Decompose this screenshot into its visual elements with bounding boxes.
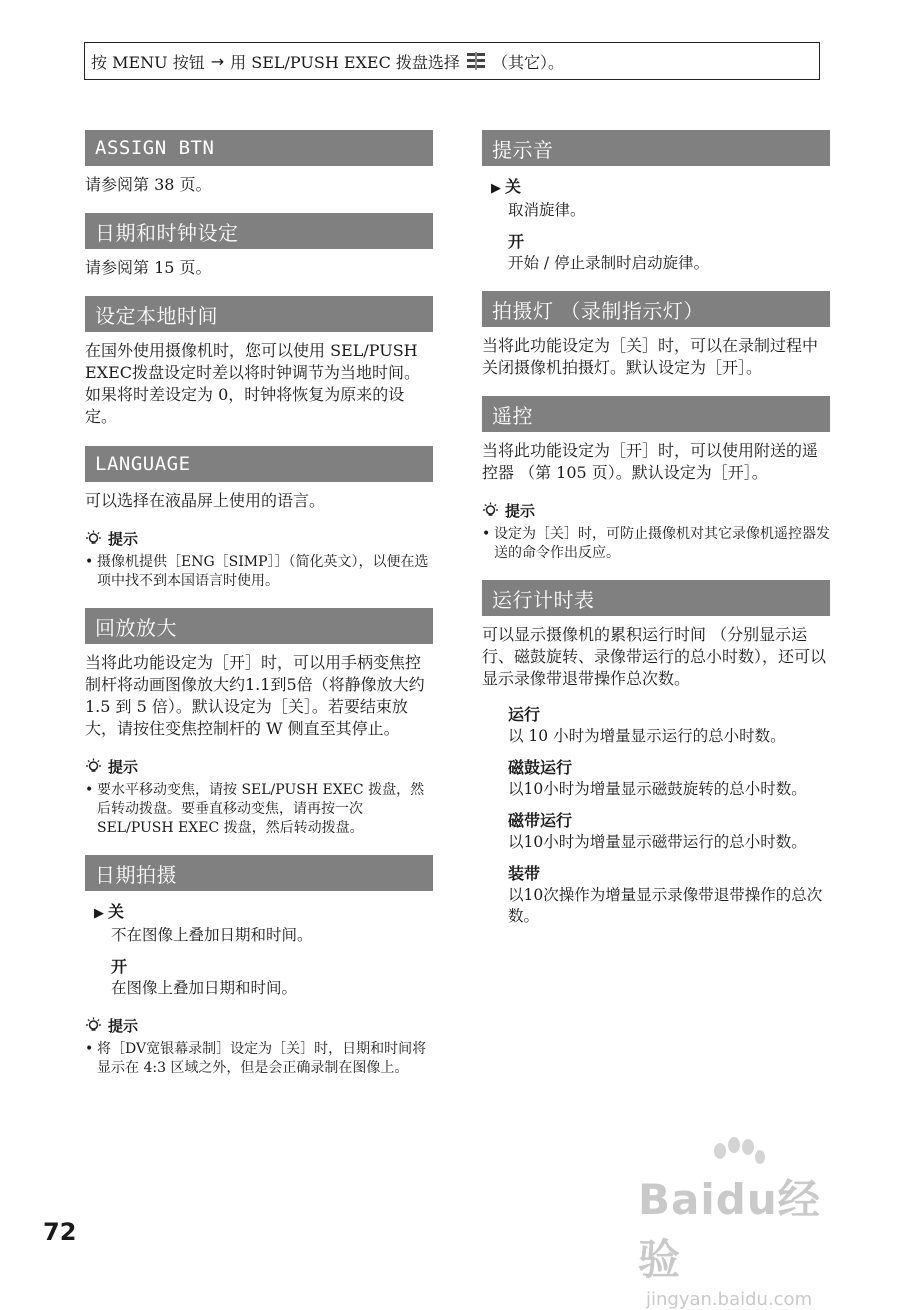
paw-logo-icon <box>708 1137 768 1177</box>
nav-prefix: 按 MENU 按钮 <box>91 52 205 72</box>
section-title-rec-lamp: 拍摄灯 （录制指示灯） <box>482 291 830 327</box>
option-tape-run <box>508 810 830 853</box>
nav-suffix: （其它）。 <box>491 52 564 72</box>
lightbulb-icon <box>85 1017 102 1034</box>
option-on <box>111 956 433 999</box>
rec-lamp-text: 当将此功能设定为［关］时，可以在录制过程中关闭摄像机拍摄灯。默认设定为［开］。 <box>482 336 819 377</box>
section-title-date-time: 日期和时钟设定 <box>85 213 433 249</box>
option-label: 运行 <box>508 705 541 724</box>
section-title-playback-zoom: 回放放大 <box>85 608 433 644</box>
tip-label: 提示 <box>505 502 536 520</box>
lightbulb-icon <box>482 502 499 519</box>
option-label: 磁带运行 <box>508 811 573 830</box>
lightbulb-icon <box>85 758 102 775</box>
language-tip-text: • 摄像机提供［ENG［SIMP］］（简化英文），以便在选项中找不到本国语言时使用。 <box>85 553 433 591</box>
option-description: 以 10 小时为增量显示运行的总小时数。 <box>508 727 786 745</box>
hours-meter-text: 可以显示摄像机的累积运行时间 （分别显示运行、磁鼓旋转、录像带运行的总小时数），还可以显示录像带退带操作总次数。 <box>482 625 827 688</box>
others-menu-icon <box>466 52 486 70</box>
watermark-url: jingyan.baidu.com <box>646 1289 813 1310</box>
tip-heading <box>85 756 433 777</box>
option-description: 取消旋律。 <box>508 201 586 219</box>
local-time-text-1: 在国外使用摄像机时，您可以使用 SEL/PUSH EXEC拨盘设定时差以将时钟调节为当地时间。 <box>85 341 420 382</box>
language-text: 可以选择在液晶屏上使用的语言。 <box>85 491 326 510</box>
section-title-date-rec: 日期拍摄 <box>85 855 433 891</box>
tip-heading <box>482 500 830 521</box>
option-label: 开 <box>508 232 525 251</box>
remote-tip-text: • 设定为［关］时，可防止摄像机对其它录像机遥控器发送的命令作出反应。 <box>482 525 830 563</box>
playback-zoom-text: 当将此功能设定为［开］时，可以用手柄变焦控制杆将动画图像放大约1.1到5倍（将静像放大约 1.5 到 5 倍）。默认设定为［关］。若要结束放大，请按住变焦控制杆的 W 侧直至其停止。 <box>85 653 425 738</box>
option-description: 在图像上叠加日期和时间。 <box>111 979 298 997</box>
option-operation <box>508 704 830 747</box>
section-title-local-time: 设定本地时间 <box>85 296 433 332</box>
tip-label: 提示 <box>108 758 139 776</box>
date-time-text: 请参阅第 15 页。 <box>85 258 212 277</box>
option-threading <box>508 863 830 927</box>
local-time-text-2: 如果将时差设定为 0，时钟将恢复为原来的设定。 <box>85 385 405 426</box>
section-title-remote: 遥控 <box>482 396 830 432</box>
option-label: 开 <box>111 957 128 976</box>
section-title-beep: 提示音 <box>482 130 830 166</box>
playback-zoom-tip-text: • 要水平移动变焦，请按 SEL/PUSH EXEC 拨盘，然后转动拨盘。要垂直移动变焦，请再按一次 SEL/PUSH EXEC 拨盘，然后转动拨盘。 <box>85 781 433 838</box>
left-column <box>85 130 433 1078</box>
remote-text: 当将此功能设定为［开］时，可以使用附送的遥控器 （第 105 页）。默认设定为［开］。 <box>482 441 819 482</box>
option-description: 不在图像上叠加日期和时间。 <box>111 926 313 944</box>
option-label: 关 <box>505 177 522 196</box>
section-title-language: LANGUAGE <box>85 446 433 482</box>
tip-label: 提示 <box>108 1017 139 1035</box>
option-off <box>94 901 433 946</box>
default-marker-icon: ▶ <box>94 906 104 921</box>
option-on <box>508 231 830 274</box>
option-off <box>491 176 830 221</box>
baidu-jingyan-watermark <box>638 1135 858 1310</box>
right-column <box>482 130 830 927</box>
option-label: 关 <box>108 902 125 921</box>
option-description: 以10小时为增量显示磁带运行的总小时数。 <box>508 833 807 851</box>
assign-btn-text: 请参阅第 38 页。 <box>85 175 212 194</box>
tip-heading <box>85 528 433 549</box>
default-marker-icon: ▶ <box>491 181 501 196</box>
section-title-hours-meter: 运行计时表 <box>482 580 830 616</box>
date-rec-tip-text: • 将［DV宽银幕录制］设定为［关］时，日期和时间将显示在 4:3 区域之外，但是会正确录制在图像上。 <box>85 1040 433 1078</box>
option-label: 装带 <box>508 864 541 883</box>
watermark-logo: Baidu经验 <box>638 1175 821 1284</box>
right-arrow-icon: → <box>210 51 225 71</box>
option-description: 开始 / 停止录制时启动旋律。 <box>508 254 710 272</box>
option-label: 磁鼓运行 <box>508 758 573 777</box>
section-title-assign-btn: ASSIGN BTN <box>85 130 433 166</box>
tip-label: 提示 <box>108 530 139 548</box>
option-description: 以10小时为增量显示磁鼓旋转的总小时数。 <box>508 780 807 798</box>
page-number: 72 <box>43 1218 77 1246</box>
option-description: 以10次操作为增量显示录像带退带操作的总次数。 <box>508 886 823 925</box>
tip-heading <box>85 1015 433 1036</box>
nav-middle: 用 SEL/PUSH EXEC 拨盘选择 <box>230 52 460 72</box>
lightbulb-icon <box>85 530 102 547</box>
menu-navigation-instruction <box>84 42 820 80</box>
option-drum-run <box>508 757 830 800</box>
